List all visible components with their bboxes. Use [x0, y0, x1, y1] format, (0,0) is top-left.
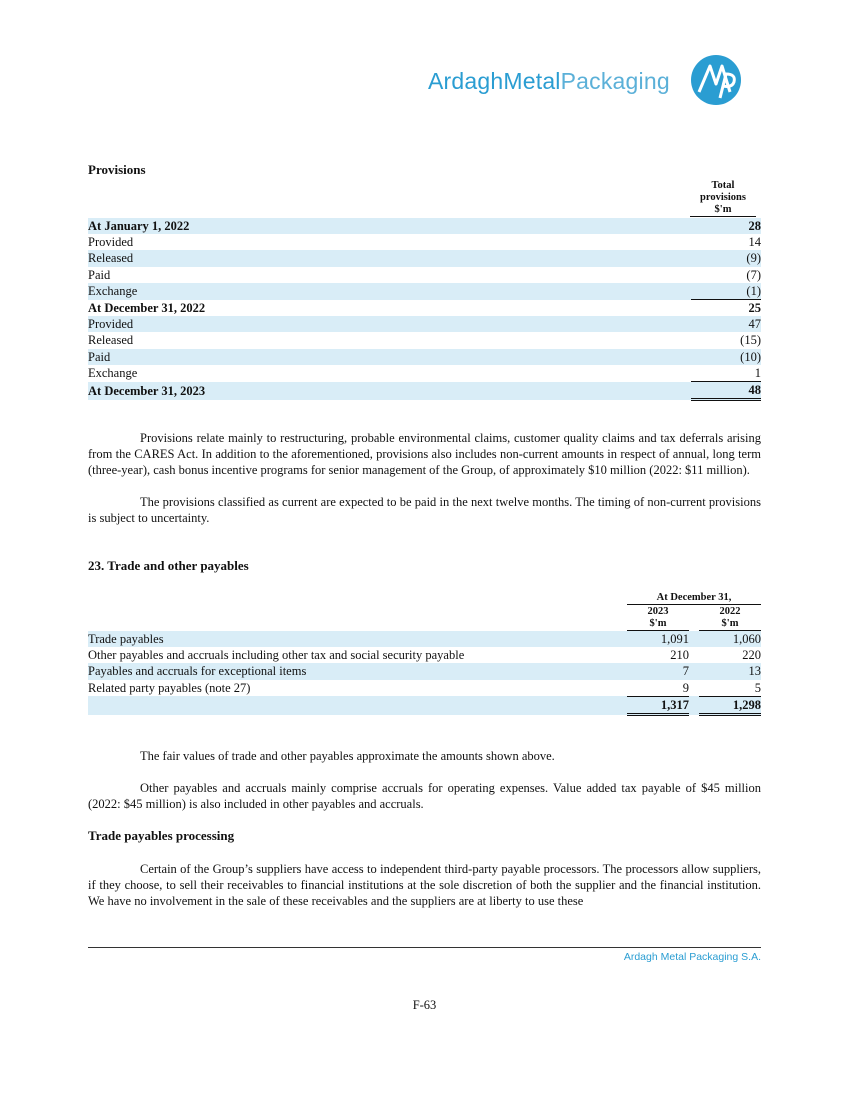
page-number: F-63: [412, 998, 437, 1012]
payables-group-header: At December 31,: [627, 592, 761, 605]
payables-table: [88, 631, 761, 716]
payables-total-2023: 1,317: [627, 696, 689, 714]
provisions-row: [88, 300, 761, 317]
provisions-row-value: 28: [691, 218, 761, 234]
payables-paragraph-2: Other payables and accruals mainly comprise accruals for operating expenses. Value added tax payable of $45 million (2022: $45 million) is also included in other payables and accruals.: [88, 781, 761, 811]
provisions-row-label: Released: [88, 250, 691, 266]
payables-row: [88, 647, 761, 663]
payables-row-2022: 5: [699, 680, 761, 697]
provisions-row-value: (9): [691, 250, 761, 266]
payables-row: [88, 663, 761, 679]
processing-paragraph-1: Certain of the Group’s suppliers have access to independent third-party payable processors. The processors allow suppliers, if they choose, to sell their receivables to financial institutions at the sole discretion of both the supplier and the financial institution. We have no involvement in the sale of these receivables and the suppliers are at liberty to use these: [88, 862, 761, 908]
payables-row-2023: 9: [627, 680, 689, 697]
provisions-row-label: Paid: [88, 349, 691, 365]
provisions-paragraph-1: Provisions relate mainly to restructuring, probable environmental claims, customer quality claims and tax deferrals arising from the CARES Act. In addition to the aforementioned, provisions also includes non-current amounts in respect of annual, long term (three-year), cash bonus incentive programs for senior management of the Group, of approximately $10 million (2022: $11 million).: [88, 431, 761, 477]
payables-row-2023: 7: [627, 663, 689, 679]
provisions-row-value: (10): [691, 349, 761, 365]
provisions-row: [88, 283, 761, 300]
spacer: [689, 663, 699, 679]
payables-row: [88, 631, 761, 647]
amp-logo-icon: [690, 54, 742, 106]
payables-row-label: Trade payables: [88, 631, 627, 647]
provisions-row-label: Exchange: [88, 366, 138, 381]
provisions-row-value: (1): [691, 283, 761, 300]
page-header: [428, 54, 748, 110]
provisions-row-label: Provided: [88, 316, 691, 332]
payables-total-row: [88, 696, 761, 714]
footer-company: Ardagh Metal Packaging S.A.: [623, 951, 761, 963]
provisions-column-header: Total provisions $'m: [690, 180, 756, 217]
provisions-row-label: At January 1, 2022: [88, 218, 691, 234]
provisions-row-label: Released: [88, 333, 134, 348]
payables-row-label: Payables and accruals for exceptional items: [88, 663, 627, 679]
payables-paragraph-1: The fair values of trade and other payables approximate the amounts shown above.: [140, 749, 555, 763]
spacer: [689, 647, 699, 663]
spacer: [689, 680, 699, 697]
payables-total-label: [88, 696, 627, 714]
provisions-row-label: Paid: [88, 267, 111, 282]
provisions-row-value: (7): [746, 267, 761, 282]
provisions-row-value: (15): [740, 333, 761, 348]
spacer: [689, 631, 699, 647]
provisions-paragraph-2: The provisions classified as current are expected to be paid in the next twelve months. The timing of non-current provisions is subject to uncertainty.: [88, 495, 761, 525]
provisions-row: [88, 250, 761, 266]
payables-row-2022: 13: [699, 663, 761, 679]
provisions-row-label: Provided: [88, 235, 134, 250]
provisions-row-value: 47: [691, 316, 761, 332]
payables-row: [88, 680, 761, 697]
provisions-row: [88, 349, 761, 365]
payables-row-label: Other payables and accruals including other tax and social security payable: [88, 648, 465, 663]
provisions-row-label: At December 31, 2023: [88, 382, 691, 400]
provisions-row: [88, 316, 761, 332]
provisions-row-label: Exchange: [88, 283, 691, 300]
payables-total-2022: 1,298: [699, 696, 761, 714]
provisions-row-label: At December 31, 2022: [88, 300, 206, 315]
spacer: [689, 696, 699, 714]
brand-wordmark: ArdaghMetalPackaging: [428, 68, 670, 94]
provisions-row: [88, 365, 761, 382]
provisions-row-value: 25: [748, 301, 761, 316]
col-2023-header: 2023 $'m: [627, 606, 689, 631]
provisions-table: [88, 218, 761, 401]
provisions-row: [88, 234, 761, 250]
col-2022-header: 2022 $'m: [699, 606, 761, 631]
provisions-row-value: 1: [691, 365, 761, 382]
payables-row-2023: 1,091: [627, 631, 689, 647]
payables-row-label: Related party payables (note 27): [88, 680, 251, 695]
provisions-row-value: 14: [748, 235, 761, 250]
provisions-row: [88, 332, 761, 348]
payables-row-2022: 220: [742, 648, 761, 663]
provisions-row: [88, 218, 761, 234]
provisions-row-value: 48: [691, 382, 761, 400]
processing-heading: Trade payables processing: [88, 828, 235, 843]
provisions-heading: Provisions: [88, 162, 146, 177]
provisions-row: [88, 382, 761, 400]
payables-row-2022: 1,060: [699, 631, 761, 647]
payables-heading: 23. Trade and other payables: [88, 558, 249, 573]
payables-row-2023: 210: [670, 648, 689, 663]
footer-divider: [88, 947, 761, 948]
provisions-row: [88, 267, 761, 283]
